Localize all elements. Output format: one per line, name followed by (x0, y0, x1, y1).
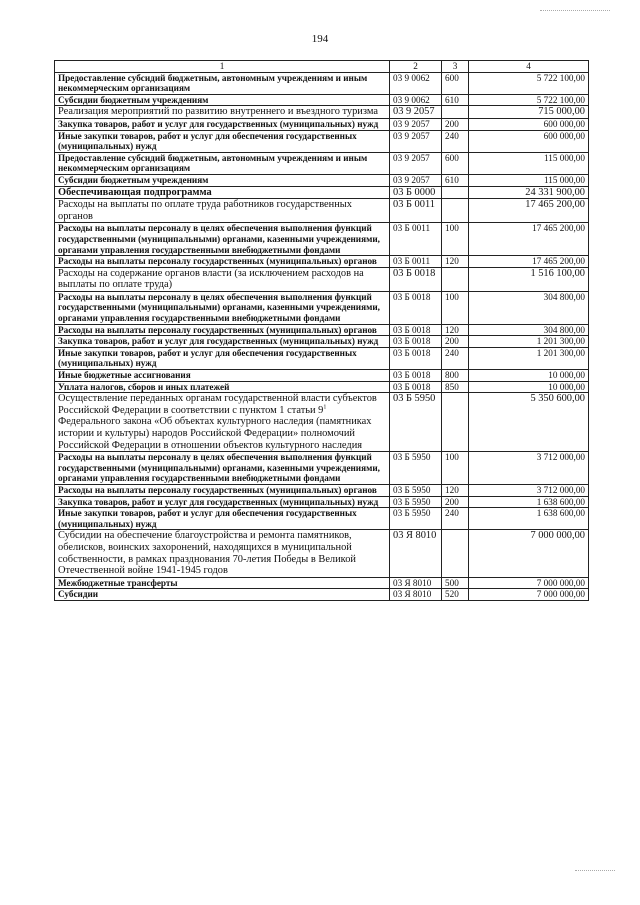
table-row (55, 267, 589, 291)
row-description: Субсидии бюджетным учреждениям (55, 94, 390, 106)
row-description: Предоставление субсидий бюджетным, автономным учреждениям и иным некоммерческим организациям (55, 152, 390, 174)
row-target-code: 03 9 2057 (390, 118, 442, 130)
row-amount: 24 331 900,00 (469, 186, 589, 199)
row-expense-type: 120 (442, 324, 469, 336)
row-amount: 715 000,00 (469, 106, 589, 119)
row-target-code: 03 Б 0018 (390, 336, 442, 348)
row-target-code: 03 Б 0018 (390, 267, 442, 291)
row-description: Субсидии бюджетным учреждениям (55, 174, 390, 186)
row-expense-type (442, 186, 469, 199)
row-description: Субсидии на обеспечение благоустройства и ремонта памятников, обелисков, воинских захоронений, находящихся в муниципальной собственности, в рамках празднования 70-летия Победы в Великой Отечественной войне 1941-1945 годов (55, 530, 390, 577)
row-description: Иные закупки товаров, работ и услуг для обеспечения государственных (муниципальных) нужд (55, 130, 390, 152)
row-amount: 5 722 100,00 (469, 94, 589, 106)
page-number: 194 (311, 33, 329, 45)
row-target-code: 03 Б 5950 (390, 393, 442, 452)
table-row (55, 223, 589, 256)
scan-artifact-line (540, 10, 610, 11)
row-description: Закупка товаров, работ и услуг для государственных (муниципальных) нужд (55, 496, 390, 508)
row-expense-type (442, 106, 469, 119)
row-amount: 1 201 300,00 (469, 347, 589, 369)
table-row (55, 496, 589, 508)
row-amount: 17 465 200,00 (469, 223, 589, 256)
table-row (55, 347, 589, 369)
row-expense-type (442, 530, 469, 577)
row-amount: 304 800,00 (469, 324, 589, 336)
column-header: 1 (55, 61, 390, 73)
budget-table (54, 60, 589, 601)
row-description: Закупка товаров, работ и услуг для государственных (муниципальных) нужд (55, 336, 390, 348)
row-target-code: 03 Я 8010 (390, 577, 442, 589)
table-row (55, 452, 589, 485)
row-description: Предоставление субсидий бюджетным, автономным учреждениям и иным некоммерческим организациям (55, 72, 390, 94)
row-target-code: 03 Б 5950 (390, 484, 442, 496)
row-target-code: 03 9 0062 (390, 72, 442, 94)
row-description: Расходы на содержание органов власти (за исключением расходов на выплаты по оплате труда) (55, 267, 390, 291)
column-header: 2 (390, 61, 442, 73)
row-target-code: 03 9 2057 (390, 130, 442, 152)
row-description: Расходы на выплаты персоналу в целях обеспечения выполнения функций государственными (муниципальными) органами, казенными учреждениями, органами управления государственными внебюджетными фондами (55, 223, 390, 256)
row-expense-type: 800 (442, 370, 469, 382)
row-expense-type: 610 (442, 94, 469, 106)
row-target-code: 03 Б 0011 (390, 199, 442, 223)
row-target-code: 03 Я 8010 (390, 530, 442, 577)
row-amount: 304 800,00 (469, 291, 589, 324)
table-row (55, 370, 589, 382)
table-row (55, 336, 589, 348)
row-description: Расходы на выплаты персоналу государственных (муниципальных) органов (55, 484, 390, 496)
table-row (55, 199, 589, 223)
row-amount: 7 000 000,00 (469, 577, 589, 589)
scan-artifact-line (575, 870, 615, 871)
table-row (55, 174, 589, 186)
row-amount: 115 000,00 (469, 152, 589, 174)
row-target-code: 03 Б 0018 (390, 381, 442, 393)
row-target-code: 03 Б 5950 (390, 508, 442, 530)
row-expense-type: 120 (442, 256, 469, 268)
row-expense-type: 100 (442, 223, 469, 256)
table-row (55, 484, 589, 496)
row-expense-type (442, 267, 469, 291)
table-row (55, 508, 589, 530)
row-expense-type: 500 (442, 577, 469, 589)
row-expense-type: 100 (442, 452, 469, 485)
row-amount: 600 000,00 (469, 130, 589, 152)
row-target-code: 03 9 0062 (390, 94, 442, 106)
row-amount: 3 712 000,00 (469, 452, 589, 485)
row-amount: 1 638 600,00 (469, 508, 589, 530)
row-amount: 3 712 000,00 (469, 484, 589, 496)
row-amount: 10 000,00 (469, 381, 589, 393)
table-row (55, 530, 589, 577)
row-description: Расходы на выплаты по оплате труда работников государственных органов (55, 199, 390, 223)
row-target-code: 03 Я 8010 (390, 589, 442, 601)
row-description: Расходы на выплаты персоналу в целях обеспечения выполнения функций государственными (муниципальными) органами, казенными учреждениями, органами управления государственными внебюджетными фондами (55, 291, 390, 324)
row-description: Реализация мероприятий по развитию внутреннего и въездного туризма (55, 106, 390, 119)
row-target-code: 03 Б 5950 (390, 452, 442, 485)
row-description: Иные закупки товаров, работ и услуг для обеспечения государственных (муниципальных) нужд (55, 508, 390, 530)
table-row (55, 381, 589, 393)
row-expense-type (442, 393, 469, 452)
row-expense-type: 240 (442, 508, 469, 530)
row-description: Иные бюджетные ассигнования (55, 370, 390, 382)
table-row (55, 186, 589, 199)
row-amount: 10 000,00 (469, 370, 589, 382)
row-amount: 7 000 000,00 (469, 530, 589, 577)
row-amount: 600 000,00 (469, 118, 589, 130)
table-row (55, 577, 589, 589)
row-expense-type: 240 (442, 130, 469, 152)
row-target-code: 03 Б 0018 (390, 347, 442, 369)
table-row (55, 152, 589, 174)
column-header: 3 (442, 61, 469, 73)
column-header: 4 (469, 61, 589, 73)
row-target-code: 03 Б 0018 (390, 324, 442, 336)
row-target-code: 03 Б 0018 (390, 370, 442, 382)
row-expense-type: 600 (442, 72, 469, 94)
row-target-code: 03 9 2057 (390, 152, 442, 174)
row-expense-type: 610 (442, 174, 469, 186)
table-row (55, 72, 589, 94)
table-body (55, 72, 589, 600)
row-target-code: 03 Б 0011 (390, 256, 442, 268)
row-amount: 17 465 200,00 (469, 199, 589, 223)
row-amount: 7 000 000,00 (469, 589, 589, 601)
row-expense-type: 120 (442, 484, 469, 496)
row-description: Уплата налогов, сборов и иных платежей (55, 381, 390, 393)
table-row (55, 393, 589, 452)
row-expense-type: 200 (442, 496, 469, 508)
table-row (55, 118, 589, 130)
row-description: Осуществление переданных органам государственной власти субъектов Российской Федерации в соответствии с пунктом 1 статьи $9^1$ Федерального закона «Об объектах культурного наследия (памятниках истории и культуры) народов Российской Федерации» полномочий Российской Федерации в отношении объектов культурного наследия (55, 393, 390, 452)
row-target-code: 03 Б 0018 (390, 291, 442, 324)
table-row (55, 106, 589, 119)
row-expense-type (442, 199, 469, 223)
row-description: Иные закупки товаров, работ и услуг для обеспечения государственных (муниципальных) нужд (55, 347, 390, 369)
row-expense-type: 240 (442, 347, 469, 369)
row-amount: 115 000,00 (469, 174, 589, 186)
table-row (55, 291, 589, 324)
row-expense-type: 200 (442, 336, 469, 348)
row-expense-type: 200 (442, 118, 469, 130)
row-expense-type: 520 (442, 589, 469, 601)
row-expense-type: 100 (442, 291, 469, 324)
table-row (55, 324, 589, 336)
footnote-superscript: 1 (323, 404, 327, 411)
row-target-code: 03 9 2057 (390, 174, 442, 186)
row-target-code: 03 Б 0011 (390, 223, 442, 256)
row-description: Расходы на выплаты персоналу государственных (муниципальных) органов (55, 256, 390, 268)
row-amount: 1 638 600,00 (469, 496, 589, 508)
row-target-code: 03 9 2057 (390, 106, 442, 119)
table-row (55, 94, 589, 106)
row-target-code: 03 Б 0000 (390, 186, 442, 199)
row-target-code: 03 Б 5950 (390, 496, 442, 508)
row-description: Межбюджетные трансферты (55, 577, 390, 589)
row-amount: 1 201 300,00 (469, 336, 589, 348)
row-expense-type: 600 (442, 152, 469, 174)
row-description: Обеспечивающая подпрограмма (55, 186, 390, 199)
row-description: Расходы на выплаты персоналу в целях обеспечения выполнения функций государственными (муниципальными) органами, казенными учреждениями, органами управления государственными внебюджетными фондами (55, 452, 390, 485)
table-row (55, 130, 589, 152)
row-amount: 5 722 100,00 (469, 72, 589, 94)
row-description: Субсидии (55, 589, 390, 601)
table-header-row (55, 61, 589, 73)
table-row (55, 256, 589, 268)
row-description: Расходы на выплаты персоналу государственных (муниципальных) органов (55, 324, 390, 336)
row-amount: 5 350 600,00 (469, 393, 589, 452)
table-row (55, 589, 589, 601)
row-expense-type: 850 (442, 381, 469, 393)
row-amount: 17 465 200,00 (469, 256, 589, 268)
row-description: Закупка товаров, работ и услуг для государственных (муниципальных) нужд (55, 118, 390, 130)
row-amount: 1 516 100,00 (469, 267, 589, 291)
